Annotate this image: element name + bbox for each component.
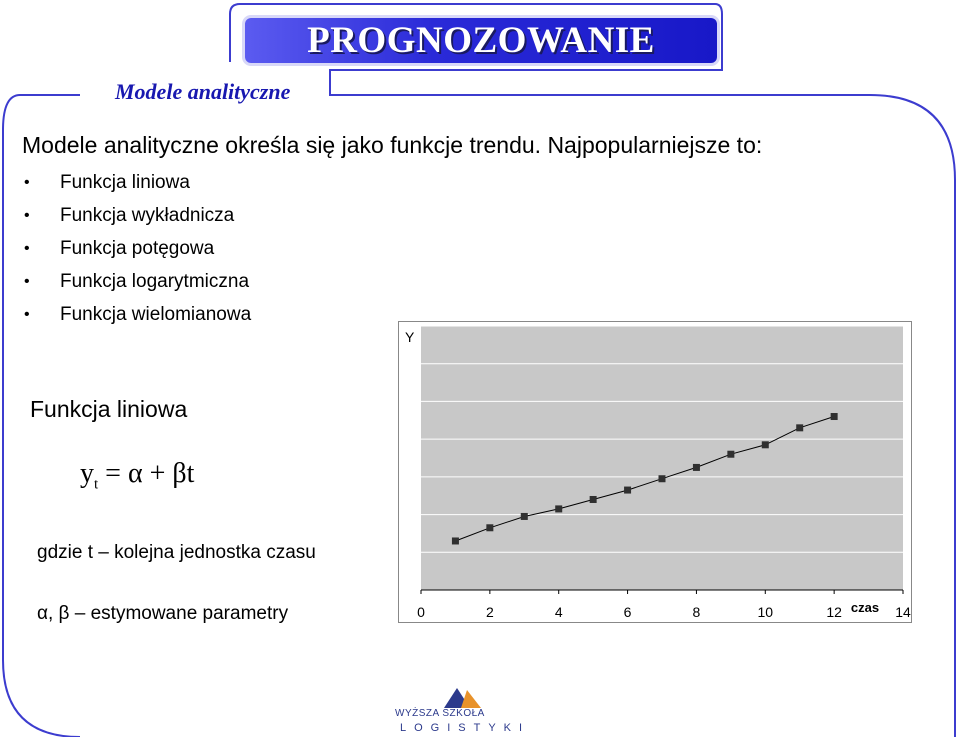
list-item: • Funkcja logarytmiczna <box>24 271 250 292</box>
x-tick-label: 10 <box>757 604 774 620</box>
data-point <box>762 441 769 448</box>
trend-chart <box>398 321 912 623</box>
list-item: • Funkcja wykładnicza <box>24 205 235 226</box>
x-axis-label: czas <box>850 600 880 615</box>
x-tick-label: 12 <box>826 604 842 620</box>
page-title: PROGNOZOWANIE <box>307 20 655 61</box>
school-logo <box>395 686 535 734</box>
data-point <box>521 513 528 520</box>
logo-line2: LOGISTYKI <box>400 722 531 734</box>
x-tick-label: 6 <box>623 604 632 620</box>
formula-note-params: α, β – estymowane parametry <box>37 603 289 624</box>
data-point <box>659 475 666 482</box>
plot-area <box>421 326 903 590</box>
list-item: • Funkcja liniowa <box>24 172 190 193</box>
x-tick-label: 2 <box>485 604 494 620</box>
list-item: • Funkcja wielomianowa <box>24 304 252 325</box>
y-axis-label: Y <box>405 329 415 345</box>
data-point <box>727 451 734 458</box>
x-tick-label: 0 <box>417 604 425 620</box>
data-point <box>624 487 631 494</box>
data-point <box>452 537 459 544</box>
data-point <box>693 464 700 471</box>
formula-note-t: gdzie t – kolejna jednostka czasu <box>37 542 316 563</box>
x-tick-label: 4 <box>554 604 563 620</box>
data-point <box>555 505 562 512</box>
data-point <box>796 424 803 431</box>
data-point <box>831 413 838 420</box>
intro-text: Modele analityczne określa się jako funkcje trendu. Najpopularniejsze to: <box>22 132 763 158</box>
chart-svg <box>399 322 911 622</box>
data-point <box>486 524 493 531</box>
data-point <box>590 496 597 503</box>
trend-function-list <box>22 170 251 335</box>
logo-icon <box>395 686 535 710</box>
x-tick-label: 8 <box>692 604 701 620</box>
section-heading: Funkcja liniowa <box>30 396 188 422</box>
x-tick-label: 14 <box>895 604 911 620</box>
linear-formula: $y_t = \alpha + \beta t$ <box>80 458 195 493</box>
section-subtitle: Modele analityczne <box>115 79 291 104</box>
logo-line1: WYŻSZA SZKOŁA <box>395 708 485 719</box>
list-item: • Funkcja potęgowa <box>24 238 215 259</box>
